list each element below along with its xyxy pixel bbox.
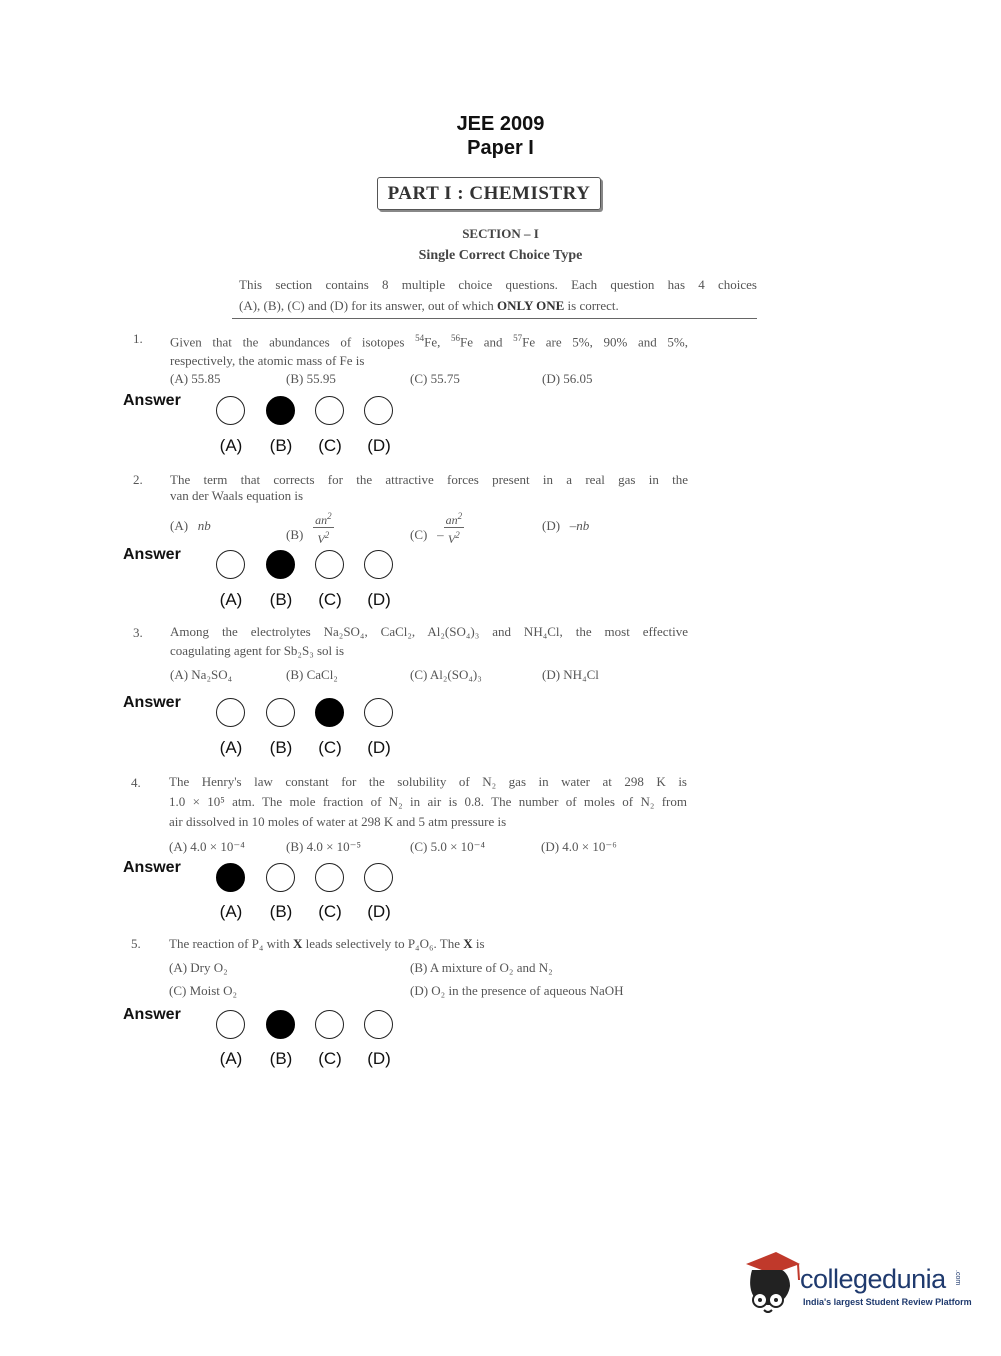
question-4-text: The Henry's law constant for the solubility of N₂ gas in water at 298 K is 1.0 × 10⁵ atm. The mole fraction of N₂ in air is 0.8. The number of moles of N₂ from air dissolved in 10 moles of water at 298 K and 5 atm pressure is	[169, 774, 687, 829]
answer-bubble-b[interactable]	[266, 863, 295, 892]
question-number: 2.	[133, 472, 143, 487]
answer-bubble-c[interactable]	[315, 863, 344, 892]
bubble-label-c: (C)	[318, 590, 342, 609]
answer-bubble-d[interactable]	[364, 550, 393, 579]
answer-bubble-a[interactable]	[216, 698, 245, 727]
logo-suffix: .com	[954, 1270, 961, 1286]
option-b: (B) A mixture of O₂ and N₂	[410, 960, 553, 975]
bubble-label-b: (B)	[269, 902, 293, 921]
bubble-label-b: (B)	[269, 738, 293, 757]
option-d: (D) 4.0 × 10⁻⁶	[541, 839, 617, 854]
bubble-label-a: (A)	[219, 1049, 243, 1068]
mascot-icon	[742, 1250, 802, 1318]
exam-title: JEE 2009	[456, 113, 545, 135]
answer-label: Answer	[123, 859, 181, 876]
option-a: (A) 4.0 × 10⁻⁴	[169, 839, 245, 854]
question-number: 4.	[131, 775, 141, 790]
paper-title: Paper I	[467, 137, 534, 159]
question-number: 1.	[133, 331, 143, 346]
answer-bubble-c[interactable]	[315, 698, 344, 727]
bubble-label-b: (B)	[269, 1049, 293, 1068]
bubble-label-d: (D)	[367, 590, 391, 609]
answer-label: Answer	[123, 392, 181, 409]
answer-bubble-b[interactable]	[266, 550, 295, 579]
divider	[232, 318, 757, 319]
bubble-label-c: (C)	[318, 738, 342, 757]
bubble-label-c: (C)	[318, 902, 342, 921]
answer-bubble-c[interactable]	[315, 550, 344, 579]
bubble-label-d: (D)	[367, 1049, 391, 1068]
option-b: (B) 4.0 × 10⁻⁵	[286, 839, 362, 854]
bubble-label-a: (A)	[219, 590, 243, 609]
question-number: 5.	[131, 936, 141, 951]
option-b: (B) $\frac{an^2}{V^2}$	[286, 511, 332, 546]
answer-bubble-d[interactable]	[364, 863, 393, 892]
option-d: (D) 56.05	[542, 371, 593, 386]
answer-bubble-d[interactable]	[364, 698, 393, 727]
option-d: (D) –nb	[542, 518, 590, 533]
answer-bubble-d[interactable]	[364, 396, 393, 425]
option-a: (A) Dry O₂	[169, 960, 228, 975]
bubble-label-c: (C)	[318, 436, 342, 455]
answer-bubble-a[interactable]	[216, 1010, 245, 1039]
option-b: (B) 55.95	[286, 371, 336, 386]
part-heading: PART I : CHEMISTRY	[377, 177, 601, 210]
logo-tagline: India's largest Student Review Platform	[803, 1297, 972, 1307]
section-heading: SECTION – I	[462, 226, 539, 241]
bubble-label-c: (C)	[318, 1049, 342, 1068]
option-c: (C) Moist O₂	[169, 983, 238, 998]
bubble-label-b: (B)	[269, 590, 293, 609]
answer-label: Answer	[123, 1006, 181, 1023]
option-b: (B) CaCl₂	[286, 667, 338, 682]
option-a: (A) Na₂SO₄	[170, 667, 233, 682]
option-a: (A) 55.85	[170, 371, 221, 386]
answer-bubble-d[interactable]	[364, 1010, 393, 1039]
question-2-text: The term that corrects for the attractive forces present in a real gas in the van der Waals equation is	[170, 472, 688, 503]
answer-label: Answer	[123, 694, 181, 711]
answer-bubble-b[interactable]	[266, 698, 295, 727]
option-d: (D) NH₄Cl	[542, 667, 599, 682]
collegedunia-logo	[742, 1250, 972, 1320]
question-1-text: Given that the abundances of isotopes $^{54}$Fe, $^{56}$Fe and $^{57}$Fe are 5%, 90% and 5%, respectively, the atomic mass of Fe is	[170, 333, 689, 369]
option-c: (C) 5.0 × 10⁻⁴	[410, 839, 486, 854]
intro-line-2: (A), (B), (C) and (D) for its answer, out of which ONLY ONE is correct.	[239, 298, 619, 313]
bubble-label-b: (B)	[269, 436, 293, 455]
section-intro	[239, 274, 757, 316]
question-3-text: Among the electrolytes Na₂SO₄, CaCl₂, Al₂(SO₄)₃ and NH₄Cl, the most effective coagulating agent for Sb₂S₃ sol is	[170, 624, 688, 658]
option-c: (C) Al₂(SO₄)₃	[410, 667, 482, 682]
answer-bubble-a[interactable]	[216, 863, 245, 892]
bubble-label-a: (A)	[219, 738, 243, 757]
option-a: (A) nb	[170, 518, 211, 533]
question-number: 3.	[133, 625, 143, 640]
logo-wordmark: collegedunia	[800, 1264, 946, 1294]
answer-bubble-b[interactable]	[266, 1010, 295, 1039]
answer-bubble-a[interactable]	[216, 550, 245, 579]
option-c: (C) 55.75	[410, 371, 460, 386]
section-type: Single Correct Choice Type	[418, 248, 583, 263]
bubble-label-d: (D)	[367, 436, 391, 455]
bubble-label-d: (D)	[367, 902, 391, 921]
answer-bubble-c[interactable]	[315, 1010, 344, 1039]
question-5-text: The reaction of P₄ with X leads selectively to P₄O₆. The X is	[169, 936, 485, 951]
option-d: (D) O₂ in the presence of aqueous NaOH	[410, 983, 624, 998]
option-c: (C) – $\frac{an^2}{V^2}$	[410, 511, 463, 546]
answer-bubble-a[interactable]	[216, 396, 245, 425]
answer-bubble-b[interactable]	[266, 396, 295, 425]
bubble-label-a: (A)	[219, 902, 243, 921]
intro-line-1: This section contains 8 multiple choice questions. Each question has 4 choices	[239, 277, 757, 292]
answer-bubble-c[interactable]	[315, 396, 344, 425]
answer-label: Answer	[123, 546, 181, 563]
bubble-label-d: (D)	[367, 738, 391, 757]
bubble-label-a: (A)	[219, 436, 243, 455]
